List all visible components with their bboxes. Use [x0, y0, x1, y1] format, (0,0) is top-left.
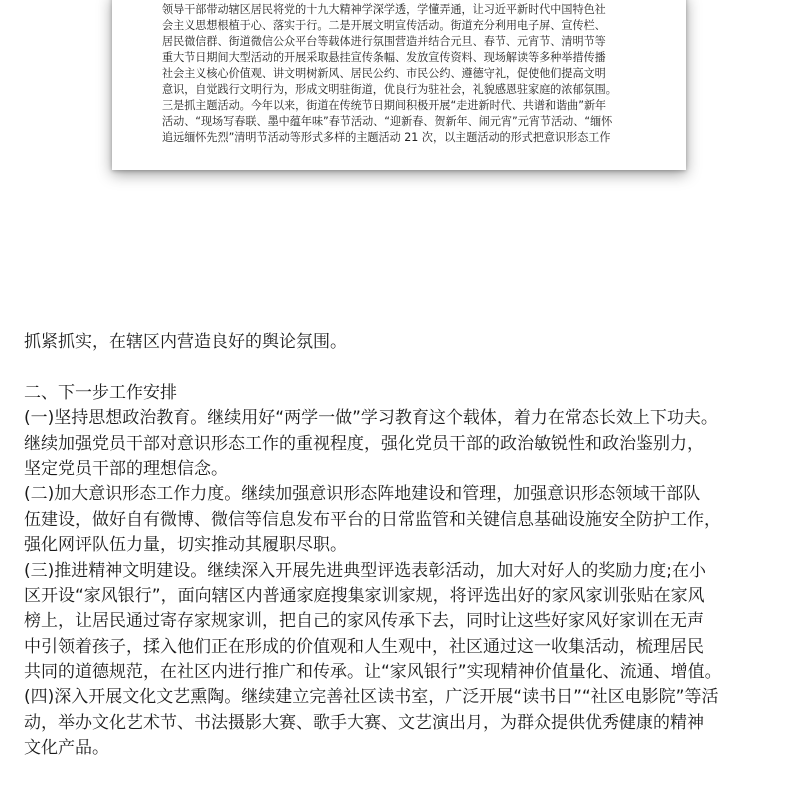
body-line: 文化产品。 [24, 738, 109, 759]
preview-line: 会主义思想根植于心、落实于行。二是开展文明宣传活动。街道充分利用电子屏、宣传栏、 [162, 19, 606, 32]
paragraph-gap [24, 355, 800, 380]
body-line: 区开设“家风银行”，面向辖区内普通家庭搜集家训家规，将评选出好的家风家训张贴在家风 [24, 585, 705, 606]
body-line: (一)坚持思想政治教育。继续用好“两学一做”学习教育这个载体，着力在常态长效上下功夫。 [24, 408, 718, 429]
preview-line: 意识，自觉践行文明行为，形成文明驻街道，优良行为驻社会，礼貌感恩驻家庭的浓郁氛围。 [162, 83, 617, 96]
document-page-preview [112, 0, 686, 170]
preview-line: 追远缅怀先烈”清明节活动等形式多样的主题活动 21 次，以主题活动的形式把意识形态工作 [162, 131, 611, 144]
body-line: 继续加强党员干部对意识形态工作的重视程度，强化党员干部的政治敏锐性和政治鉴别力， [24, 433, 704, 454]
preview-line: 社会主义核心价值观、讲文明树新风、居民公约、市民公约、遵德守礼，促使他们提高文明 [162, 67, 606, 80]
section-heading: 二、下一步工作安排 [24, 382, 177, 403]
body-line: 坚定党员干部的理想信念。 [24, 458, 228, 479]
preview-line: 领导干部带动辖区居民将党的十九大精神学深学透，学懂弄通，让习近平新时代中国特色社 [162, 3, 606, 16]
body-line: (三)推进精神文明建设。继续深入开展先进典型评选表彰活动，加大对好人的奖励力度;在小 [24, 560, 706, 581]
body-line: (二)加大意识形态工作力度。继续加强意识形态阵地建设和管理，加强意识形态领域干部队 [24, 484, 701, 505]
preview-line: 重大节日期间大型活动的开展采取悬挂宣传条幅、发放宣传资料、现场解读等多种举措传播 [162, 51, 606, 64]
preview-line: 三是抓主题活动。今年以来，街道在传统节日期间积极开展“走进新时代、共谱和谐曲”新年 [162, 99, 607, 112]
preview-line: 居民微信群、街道微信公众平台等载体进行氛围营造并结合元旦、春节、元宵节、清明节等 [162, 35, 606, 48]
preview-paragraph [112, 0, 682, 146]
document-body [24, 330, 800, 762]
preview-line: 活动、“现场写春联、墨中蕴年味”春节活动、“迎新春、贺新年、闹元宵”元宵节活动、“缅怀 [162, 115, 613, 128]
body-line: 榜上，让居民通过寄存家规家训，把自己的家风传承下去，同时让这些好家风好家训在无声 [24, 611, 704, 632]
body-line: (四)深入开展文化文艺熏陶。继续建立完善社区读书室，广泛开展“读书日”“社区电影院”等活 [24, 687, 719, 708]
body-line: 伍建设，做好自有微博、微信等信息发布平台的日常监管和关键信息基础设施安全防护工作， [24, 509, 721, 530]
body-line: 动，举办文化艺术节、书法摄影大赛、歌手大赛、文艺演出月，为群众提供优秀健康的精神 [24, 712, 704, 733]
intro-line: 抓紧抓实，在辖区内营造良好的舆论氛围。 [24, 332, 347, 352]
body-line: 强化网评队伍力量，切实推动其履职尽职。 [24, 535, 347, 556]
body-line: 中引领着孩子，揉入他们正在形成的价值观和人生观中，社区通过这一收集活动，梳理居民 [24, 636, 704, 657]
body-line: 共同的道德规范，在社区内进行推广和传承。让“家风银行”实现精神价值量化、流通、增值。 [24, 662, 722, 683]
